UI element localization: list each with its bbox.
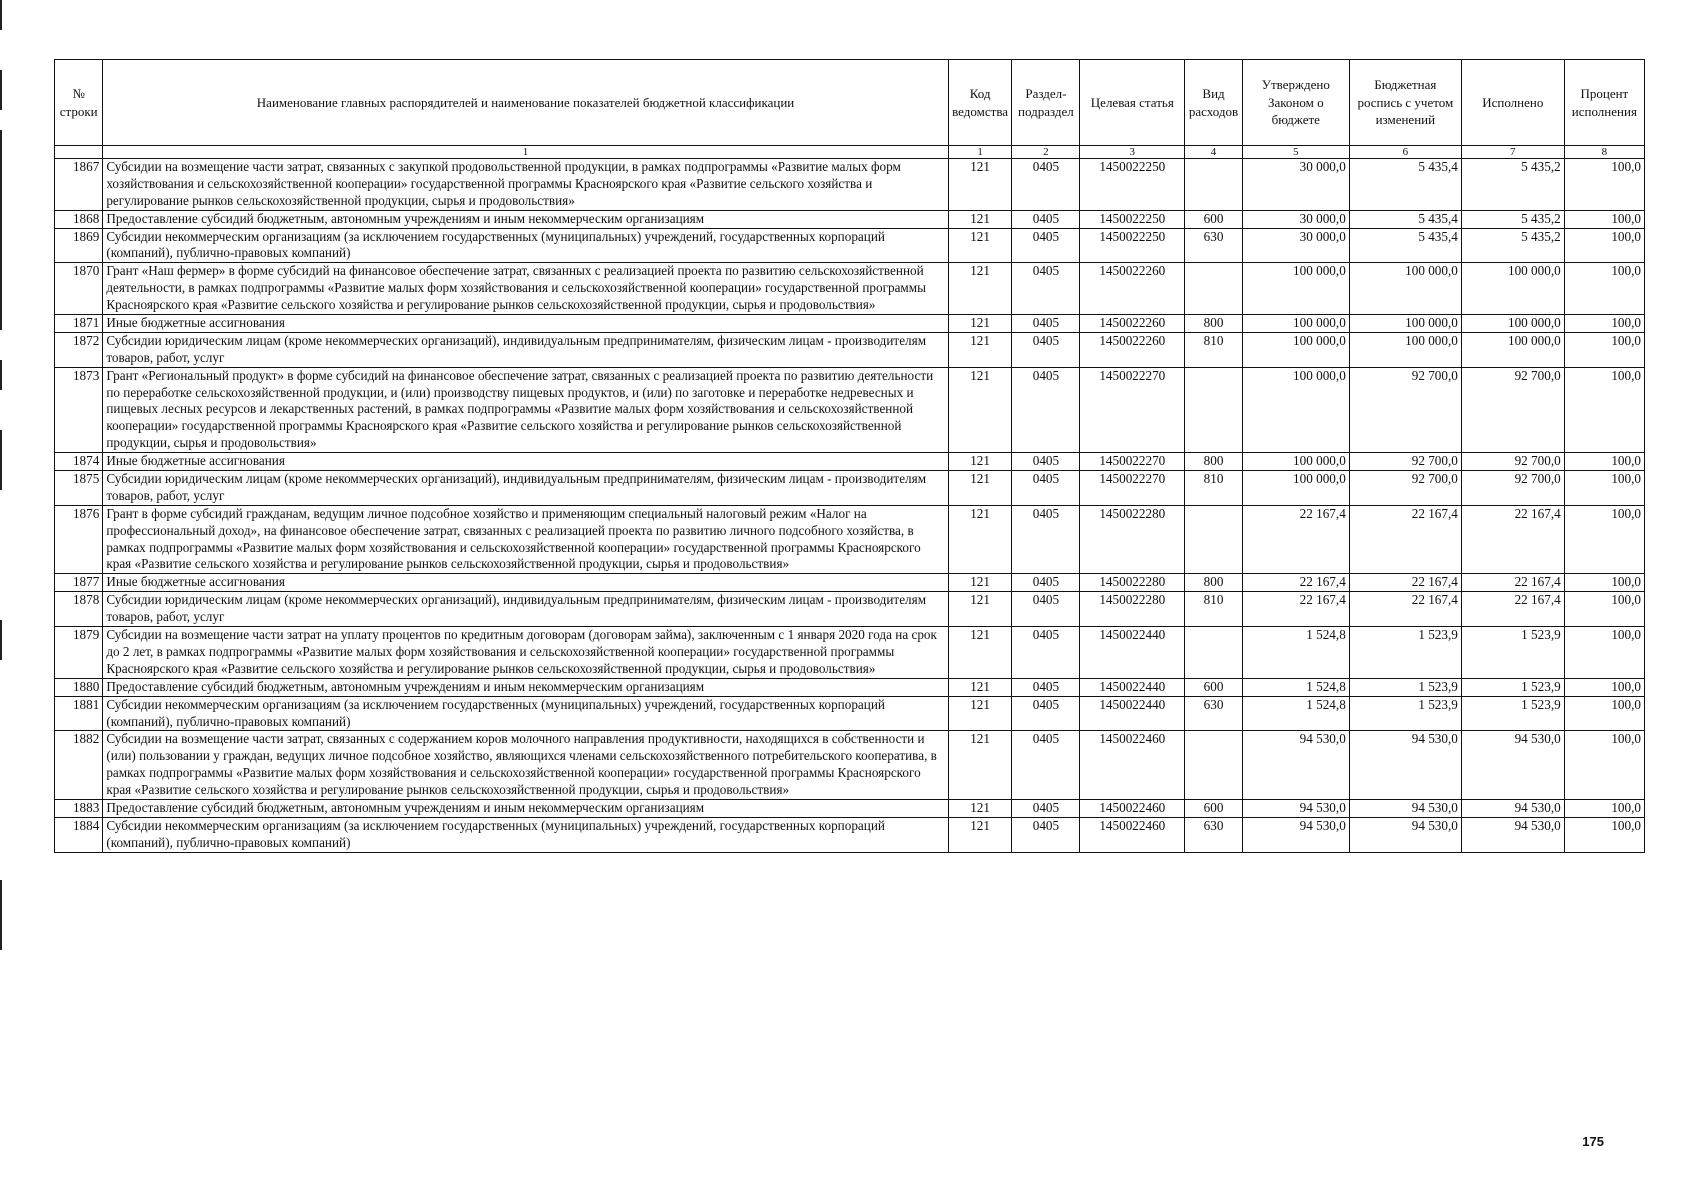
row-name: Грант в форме субсидий гражданам, ведущим личное подсобное хозяйство и применяющим специальный налоговый режим «Налог на профессиональный доход», на финансовое обеспечение затрат, связанных с реализацией проекта по развитию личного подсобного хозяйства, в рамках подпрограммы «Развитие малых форм хозяйствования и сельскохозяйственной кооперации» государственной программы Красноярского края «Развитие сельского хозяйства и регулирование рынков сельскохозяйственной продукции, сырья и продовольствия»: [103, 505, 948, 574]
scan-edge-mark: [0, 430, 2, 490]
row-schedule: 92 700,0: [1349, 471, 1461, 506]
row-dept-code: 121: [948, 367, 1012, 452]
column-index: 8: [1564, 146, 1644, 159]
row-section: 0405: [1012, 696, 1080, 731]
row-approved: 100 000,0: [1242, 332, 1349, 367]
table-row: [55, 627, 1645, 679]
row-dept-code: 121: [948, 592, 1012, 627]
row-executed: 100 000,0: [1461, 263, 1564, 315]
column-index: 5: [1242, 146, 1349, 159]
row-name: Субсидии некоммерческим организациям (за исключением государственных (муниципальных) учреждений, государственных корпораций (компаний), публично-правовых компаний): [103, 696, 948, 731]
row-name: Субсидии некоммерческим организациям (за исключением государственных (муниципальных) учреждений, государственных корпораций (компаний), публично-правовых компаний): [103, 228, 948, 263]
row-executed: 22 167,4: [1461, 505, 1564, 574]
row-approved: 94 530,0: [1242, 799, 1349, 817]
row-section: 0405: [1012, 505, 1080, 574]
row-target-article: 1450022260: [1080, 263, 1185, 315]
row-number: 1881: [55, 696, 103, 731]
column-index: 7: [1461, 146, 1564, 159]
row-name: Предоставление субсидий бюджетным, автономным учреждениям и иным некоммерческим организациям: [103, 799, 948, 817]
row-executed: 100 000,0: [1461, 315, 1564, 333]
row-executed: 22 167,4: [1461, 592, 1564, 627]
row-target-article: 1450022440: [1080, 696, 1185, 731]
row-percent: 100,0: [1564, 367, 1644, 452]
row-expense-type: 800: [1185, 453, 1243, 471]
row-expense-type: [1185, 505, 1243, 574]
row-dept-code: 121: [948, 696, 1012, 731]
row-target-article: 1450022260: [1080, 332, 1185, 367]
row-dept-code: 121: [948, 627, 1012, 679]
row-expense-type: [1185, 731, 1243, 800]
row-dept-code: 121: [948, 228, 1012, 263]
row-number: 1879: [55, 627, 103, 679]
row-percent: 100,0: [1564, 627, 1644, 679]
row-percent: 100,0: [1564, 592, 1644, 627]
row-schedule: 1 523,9: [1349, 696, 1461, 731]
row-name: Предоставление субсидий бюджетным, автономным учреждениям и иным некоммерческим организациям: [103, 210, 948, 228]
row-target-article: 1450022440: [1080, 678, 1185, 696]
row-approved: 30 000,0: [1242, 159, 1349, 211]
row-schedule: 22 167,4: [1349, 592, 1461, 627]
scan-edge-mark: [0, 0, 2, 30]
table-row: [55, 367, 1645, 452]
row-schedule: 94 530,0: [1349, 799, 1461, 817]
row-name: Субсидии юридическим лицам (кроме некоммерческих организаций), индивидуальным предпринимателям, физическим лицам - производителям товаров, работ, услуг: [103, 592, 948, 627]
row-percent: 100,0: [1564, 471, 1644, 506]
row-executed: 94 530,0: [1461, 799, 1564, 817]
row-dept-code: 121: [948, 315, 1012, 333]
row-target-article: 1450022280: [1080, 574, 1185, 592]
row-schedule: 94 530,0: [1349, 817, 1461, 852]
row-number: 1869: [55, 228, 103, 263]
row-executed: 1 523,9: [1461, 678, 1564, 696]
table-row: [55, 817, 1645, 852]
row-percent: 100,0: [1564, 315, 1644, 333]
row-dept-code: 121: [948, 817, 1012, 852]
row-section: 0405: [1012, 332, 1080, 367]
row-dept-code: 121: [948, 505, 1012, 574]
row-executed: 92 700,0: [1461, 471, 1564, 506]
header-section: Раздел-подраздел: [1012, 60, 1080, 146]
column-index: 3: [1080, 146, 1185, 159]
row-schedule: 100 000,0: [1349, 263, 1461, 315]
header-name: Наименование главных распорядителей и наименование показателей бюджетной классификации: [103, 60, 948, 146]
table-row: [55, 315, 1645, 333]
row-expense-type: 600: [1185, 678, 1243, 696]
row-approved: 1 524,8: [1242, 627, 1349, 679]
row-approved: 1 524,8: [1242, 696, 1349, 731]
row-schedule: 5 435,4: [1349, 210, 1461, 228]
row-number: 1873: [55, 367, 103, 452]
row-number: 1872: [55, 332, 103, 367]
row-percent: 100,0: [1564, 731, 1644, 800]
row-dept-code: 121: [948, 471, 1012, 506]
row-dept-code: 121: [948, 731, 1012, 800]
row-target-article: 1450022270: [1080, 471, 1185, 506]
table-row: [55, 574, 1645, 592]
row-approved: 22 167,4: [1242, 574, 1349, 592]
row-expense-type: [1185, 159, 1243, 211]
row-name: Предоставление субсидий бюджетным, автономным учреждениям и иным некоммерческим организациям: [103, 678, 948, 696]
row-approved: 22 167,4: [1242, 505, 1349, 574]
row-section: 0405: [1012, 678, 1080, 696]
row-name: Иные бюджетные ассигнования: [103, 453, 948, 471]
column-index: 6: [1349, 146, 1461, 159]
column-index: 4: [1185, 146, 1243, 159]
row-schedule: 1 523,9: [1349, 627, 1461, 679]
row-schedule: 100 000,0: [1349, 332, 1461, 367]
row-number: 1870: [55, 263, 103, 315]
row-executed: 5 435,2: [1461, 159, 1564, 211]
column-index-row: [55, 146, 1645, 159]
row-section: 0405: [1012, 210, 1080, 228]
row-target-article: 1450022280: [1080, 592, 1185, 627]
row-expense-type: 630: [1185, 696, 1243, 731]
scan-edge-mark: [0, 360, 2, 390]
row-expense-type: 600: [1185, 799, 1243, 817]
row-percent: 100,0: [1564, 817, 1644, 852]
row-number: 1876: [55, 505, 103, 574]
row-number: 1883: [55, 799, 103, 817]
row-schedule: 5 435,4: [1349, 159, 1461, 211]
row-schedule: 22 167,4: [1349, 505, 1461, 574]
row-number: 1878: [55, 592, 103, 627]
column-index: 2: [1012, 146, 1080, 159]
row-executed: 1 523,9: [1461, 627, 1564, 679]
row-schedule: 22 167,4: [1349, 574, 1461, 592]
row-section: 0405: [1012, 159, 1080, 211]
row-name: Субсидии юридическим лицам (кроме некоммерческих организаций), индивидуальным предпринимателям, физическим лицам - производителям товаров, работ, услуг: [103, 471, 948, 506]
row-approved: 100 000,0: [1242, 367, 1349, 452]
row-dept-code: 121: [948, 263, 1012, 315]
row-schedule: 5 435,4: [1349, 228, 1461, 263]
row-target-article: 1450022460: [1080, 799, 1185, 817]
row-section: 0405: [1012, 592, 1080, 627]
row-target-article: 1450022270: [1080, 367, 1185, 452]
table-row: [55, 678, 1645, 696]
table-row: [55, 731, 1645, 800]
row-expense-type: 810: [1185, 471, 1243, 506]
row-section: 0405: [1012, 228, 1080, 263]
row-executed: 100 000,0: [1461, 332, 1564, 367]
row-percent: 100,0: [1564, 799, 1644, 817]
row-dept-code: 121: [948, 799, 1012, 817]
row-expense-type: 800: [1185, 574, 1243, 592]
row-percent: 100,0: [1564, 228, 1644, 263]
row-section: 0405: [1012, 453, 1080, 471]
table-row: [55, 696, 1645, 731]
row-number: 1884: [55, 817, 103, 852]
row-expense-type: 810: [1185, 592, 1243, 627]
header-expense-type: Вид расходов: [1185, 60, 1243, 146]
row-schedule: 1 523,9: [1349, 678, 1461, 696]
row-number: 1882: [55, 731, 103, 800]
row-approved: 30 000,0: [1242, 228, 1349, 263]
row-number: 1875: [55, 471, 103, 506]
row-dept-code: 121: [948, 574, 1012, 592]
header-approved: Утверждено Законом о бюджете: [1242, 60, 1349, 146]
row-number: 1871: [55, 315, 103, 333]
table-row: [55, 799, 1645, 817]
header-executed: Исполнено: [1461, 60, 1564, 146]
row-dept-code: 121: [948, 453, 1012, 471]
row-name: Грант «Региональный продукт» в форме субсидий на финансовое обеспечение затрат, связанных с реализацией проекта по развитию деятельности по переработке сельскохозяйственной продукции, и (или) производству пищевых продуктов, и (или) по заготовке и переработке недревесных и пищевых лесных ресурсов и лекарственных растений, в рамках подпрограммы «Развитие малых форм хозяйствования и сельскохозяйственной кооперации» государственной программы Красноярского края «Развитие сельского хозяйства и регулирование рынков сельскохозяйственной продукции, сырья и продовольствия»: [103, 367, 948, 452]
row-name: Субсидии на возмещение части затрат, связанных с закупкой продовольственной продукции, в рамках подпрограммы «Развитие малых форм хозяйствования и сельскохозяйственной кооперации» государственной программы Красноярского края «Развитие сельского хозяйства и регулирование рынков сельскохозяйственной продукции, сырья и продовольствия»: [103, 159, 948, 211]
row-target-article: 1450022250: [1080, 210, 1185, 228]
scan-edge-mark: [0, 620, 2, 660]
row-section: 0405: [1012, 799, 1080, 817]
row-dept-code: 121: [948, 332, 1012, 367]
row-schedule: 92 700,0: [1349, 453, 1461, 471]
table-row: [55, 263, 1645, 315]
table-row: [55, 592, 1645, 627]
row-approved: 1 524,8: [1242, 678, 1349, 696]
row-target-article: 1450022270: [1080, 453, 1185, 471]
row-percent: 100,0: [1564, 453, 1644, 471]
row-dept-code: 121: [948, 159, 1012, 211]
row-target-article: 1450022280: [1080, 505, 1185, 574]
row-name: Грант «Наш фермер» в форме субсидий на финансовое обеспечение затрат, связанных с реализацией проекта по развитию сельскохозяйственной деятельности, в рамках подпрограммы «Развитие малых форм хозяйствования и сельскохозяйственной кооперации» государственной программы Красноярского края «Развитие сельского хозяйства и регулирование рынков сельскохозяйственной продукции, сырья и продовольствия»: [103, 263, 948, 315]
column-index: 1: [103, 146, 948, 159]
row-approved: 100 000,0: [1242, 471, 1349, 506]
row-section: 0405: [1012, 315, 1080, 333]
row-expense-type: 630: [1185, 817, 1243, 852]
table-row: [55, 332, 1645, 367]
scan-edge-mark: [0, 130, 2, 330]
header-percent: Процент исполнения: [1564, 60, 1644, 146]
row-dept-code: 121: [948, 210, 1012, 228]
scan-edge-mark: [0, 880, 2, 950]
row-section: 0405: [1012, 731, 1080, 800]
row-approved: 30 000,0: [1242, 210, 1349, 228]
row-executed: 94 530,0: [1461, 817, 1564, 852]
table-row: [55, 228, 1645, 263]
row-target-article: 1450022250: [1080, 228, 1185, 263]
row-percent: 100,0: [1564, 505, 1644, 574]
row-percent: 100,0: [1564, 332, 1644, 367]
header-target-article: Целевая статья: [1080, 60, 1185, 146]
row-percent: 100,0: [1564, 210, 1644, 228]
column-index: 1: [948, 146, 1012, 159]
row-number: 1868: [55, 210, 103, 228]
row-section: 0405: [1012, 574, 1080, 592]
row-approved: 100 000,0: [1242, 453, 1349, 471]
row-percent: 100,0: [1564, 574, 1644, 592]
row-name: Субсидии юридическим лицам (кроме некоммерческих организаций), индивидуальным предпринимателям, физическим лицам - производителям товаров, работ, услуг: [103, 332, 948, 367]
row-section: 0405: [1012, 471, 1080, 506]
row-name: Субсидии на возмещение части затрат на уплату процентов по кредитным договорам (договорам займа), заключенным с 1 января 2020 года на срок до 2 лет, в рамках подпрограммы «Развитие малых форм хозяйствования и сельскохозяйственной кооперации» государственной программы Красноярского края «Развитие сельского хозяйства и регулирование рынков сельскохозяйственной продукции, сырья и продовольствия»: [103, 627, 948, 679]
row-number: 1877: [55, 574, 103, 592]
header-row: [55, 60, 1645, 146]
row-percent: 100,0: [1564, 678, 1644, 696]
row-name: Иные бюджетные ассигнования: [103, 315, 948, 333]
row-expense-type: [1185, 627, 1243, 679]
page-number: 175: [1582, 1134, 1604, 1149]
row-target-article: 1450022260: [1080, 315, 1185, 333]
row-section: 0405: [1012, 263, 1080, 315]
row-name: Иные бюджетные ассигнования: [103, 574, 948, 592]
row-target-article: 1450022460: [1080, 731, 1185, 800]
column-index: [55, 146, 103, 159]
row-expense-type: [1185, 263, 1243, 315]
row-executed: 5 435,2: [1461, 228, 1564, 263]
row-percent: 100,0: [1564, 696, 1644, 731]
row-executed: 94 530,0: [1461, 731, 1564, 800]
header-schedule: Бюджетная роспись с учетом изменений: [1349, 60, 1461, 146]
row-approved: 100 000,0: [1242, 263, 1349, 315]
row-target-article: 1450022250: [1080, 159, 1185, 211]
row-executed: 92 700,0: [1461, 367, 1564, 452]
row-section: 0405: [1012, 367, 1080, 452]
row-schedule: 94 530,0: [1349, 731, 1461, 800]
table-row: [55, 471, 1645, 506]
row-name: Субсидии некоммерческим организациям (за исключением государственных (муниципальных) учреждений, государственных корпораций (компаний), публично-правовых компаний): [103, 817, 948, 852]
row-approved: 22 167,4: [1242, 592, 1349, 627]
header-dept-code: Код ведомства: [948, 60, 1012, 146]
row-executed: 1 523,9: [1461, 696, 1564, 731]
header-row-no: № строки: [55, 60, 103, 146]
budget-table: [54, 59, 1645, 853]
row-expense-type: 800: [1185, 315, 1243, 333]
table-row: [55, 210, 1645, 228]
row-executed: 92 700,0: [1461, 453, 1564, 471]
row-name: Субсидии на возмещение части затрат, связанных с содержанием коров молочного направления продуктивности, находящихся в собственности и (или) пользовании у граждан, ведущих личное подсобное хозяйство, являющихся членами сельскохозяйственного потребительского кооператива, в рамках подпрограммы «Развитие малых форм хозяйствования и сельскохозяйственной кооперации» государственной программы Красноярского края «Развитие сельского хозяйства и регулирование рынков сельскохозяйственной продукции, сырья и продовольствия»: [103, 731, 948, 800]
row-approved: 100 000,0: [1242, 315, 1349, 333]
row-section: 0405: [1012, 627, 1080, 679]
row-approved: 94 530,0: [1242, 817, 1349, 852]
table-row: [55, 159, 1645, 211]
row-number: 1874: [55, 453, 103, 471]
row-percent: 100,0: [1564, 159, 1644, 211]
table-row: [55, 505, 1645, 574]
row-schedule: 92 700,0: [1349, 367, 1461, 452]
row-number: 1867: [55, 159, 103, 211]
row-target-article: 1450022460: [1080, 817, 1185, 852]
scan-edge-mark: [0, 70, 2, 110]
row-schedule: 100 000,0: [1349, 315, 1461, 333]
row-percent: 100,0: [1564, 263, 1644, 315]
table-row: [55, 453, 1645, 471]
row-dept-code: 121: [948, 678, 1012, 696]
row-target-article: 1450022440: [1080, 627, 1185, 679]
row-expense-type: 600: [1185, 210, 1243, 228]
row-number: 1880: [55, 678, 103, 696]
row-executed: 22 167,4: [1461, 574, 1564, 592]
row-approved: 94 530,0: [1242, 731, 1349, 800]
row-executed: 5 435,2: [1461, 210, 1564, 228]
row-expense-type: 810: [1185, 332, 1243, 367]
row-expense-type: [1185, 367, 1243, 452]
row-section: 0405: [1012, 817, 1080, 852]
row-expense-type: 630: [1185, 228, 1243, 263]
